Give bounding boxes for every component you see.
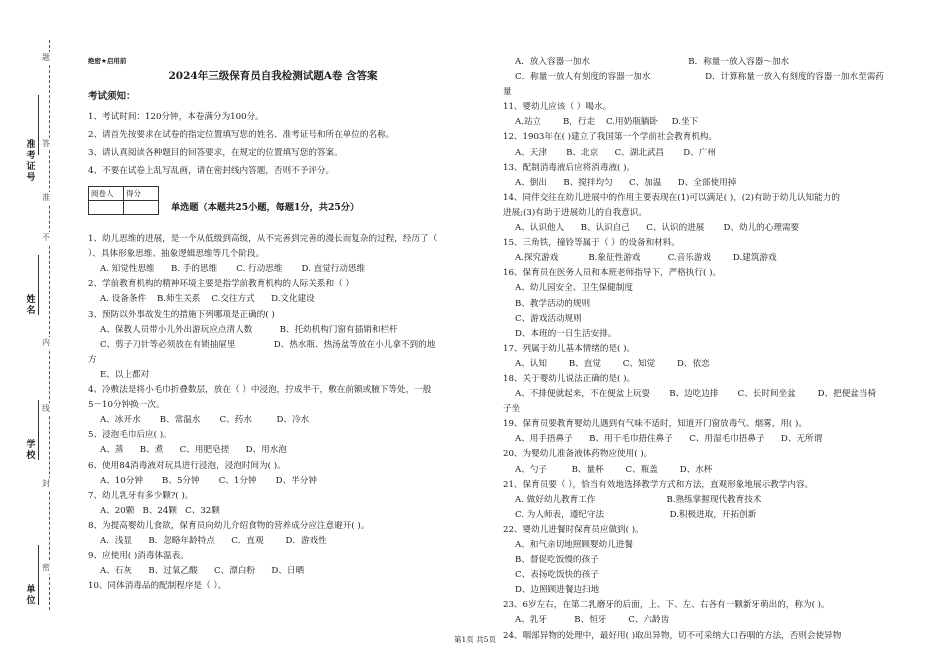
answer-options: A、冰开水 B、常温水 C、药水 D、冷水	[100, 415, 310, 426]
notice-item: 1、考试时间：120分钟，本卷满分为100分。	[88, 112, 264, 122]
seal-mark: 线	[42, 404, 50, 413]
answer-options: A、蒸 B、煮 C、用肥皂搓 D、用水泡	[100, 445, 287, 456]
question-text: 18、关于婴幼儿说法正确的是( )。	[503, 373, 636, 384]
score-row	[88, 186, 488, 215]
school-label: 学校	[26, 440, 36, 461]
score-header: 得分	[124, 187, 159, 201]
answer-options: A、10分钟 B、5分钟 C、1分钟 D、半分钟	[100, 475, 317, 486]
question-text: 6、使用84消毒液对玩具进行浸泡，浸泡时间为( )。	[88, 460, 286, 471]
question-text: 22、婴幼儿进餐时保育员应做到( )。	[503, 524, 644, 535]
question-text: 24、咽部异物的处理中，最好用( )取出异物，切不可采纳大口吞咽的方法，否则会使异物	[503, 630, 842, 641]
answer-options: A、和气亲切地照顾婴幼儿进餐	[515, 540, 633, 550]
secret-mark: 绝密★启用前	[88, 57, 127, 65]
answer-options: A. 知觉性思维 B. 手的思维 C. 行动思维 D. 直觉行动思维	[100, 264, 366, 275]
answer-options: A. 做好幼儿教育工作 B.熟练掌握现代教育技术	[515, 494, 762, 505]
answer-options: C、游戏活动规则	[515, 313, 582, 324]
answer-options: A、倒出 B、搅拌均匀 C、加温 D、全部使用掉	[515, 177, 737, 188]
question-text: 12、1903年在( )建立了我国第一个学前社会教育机构。	[503, 132, 718, 143]
seal-mark: 答	[42, 139, 50, 148]
seal-mark: 不	[42, 233, 50, 242]
answer-options: C、剪子刀针等必须放在有锁抽屉里 D、热水瓶、热汤盆等放在小儿拿不到的地	[100, 339, 436, 350]
exam-number-field[interactable]	[38, 95, 39, 155]
answer-options: A.探究游戏 B.象征性游戏 C.音乐游戏 D.建筑游戏	[515, 253, 777, 264]
answer-options: A、幼儿园安全、卫生保健制度	[515, 283, 633, 294]
question-text: 9、应使用( )消毒体温表。	[88, 551, 189, 562]
unit-label: 单位	[26, 585, 36, 606]
answer-options: A、乳牙 B、恒牙 C、六龄齿	[515, 615, 670, 626]
seal-mark: 准	[42, 193, 50, 202]
question-text: 23、6岁左右，在第二乳磨牙的后面，上、下、左、右各有一颗新牙萌出的，称为( )。	[503, 600, 830, 611]
question-text: 7、幼儿乳牙有多少颗?( )。	[88, 490, 194, 501]
exam-number-label: 准考证号	[26, 140, 36, 183]
reviewer-header: 阅卷人	[89, 187, 124, 201]
question-text: 方	[88, 354, 97, 365]
question-text: 17、列属于幼儿基本情绪的是( )。	[503, 343, 636, 354]
question-list-right	[503, 55, 908, 644]
school-field[interactable]	[38, 400, 39, 460]
answer-options: A. 设备条件 B.师生关系 C.交往方式 D.文化建设	[100, 294, 315, 305]
notice-item: 2、请首先按要求在试卷的指定位置填写您的姓名、准考证号和所在单位的名称。	[88, 130, 395, 140]
question-text: 子坐	[503, 404, 521, 415]
question-text: 5、浸泡毛巾后应( )。	[88, 430, 172, 441]
answer-options: A．浅显 B．忽略年龄特点 C．直观 D．游戏性	[100, 535, 327, 546]
answer-options: A、20颗 B、24颗 C、32颗	[100, 505, 220, 516]
question-text: 19、保育员要教育婴幼儿遇到有气味不适时，知道开门窗放毒气、烟雾，用( )。	[503, 419, 807, 430]
seal-mark: 题	[42, 53, 50, 62]
question-text: 13、配制消毒液后应将消毒液( )。	[503, 162, 636, 173]
answer-options: A、认识他人 B、认识自己 C、认识的进展 D、幼儿的心理需要	[515, 223, 800, 234]
question-text: 2、学前教育机构的精神环境主要是指学前教育机构的人际关系和（ ）	[88, 279, 355, 290]
exam-notice	[88, 89, 488, 180]
left-column	[88, 55, 488, 594]
seal-line	[49, 40, 50, 610]
question-text: 8、为提高婴幼儿食欲，保育员向幼儿介绍食物的营养成分应注意避开( )。	[88, 520, 370, 531]
answer-options: A、保教人员带小儿外出游玩应点清人数 B、托幼机构门窗有插销和栏杆	[100, 324, 398, 335]
name-label: 姓名	[26, 295, 36, 316]
unit-field[interactable]	[38, 545, 39, 605]
binding-margin	[0, 0, 68, 671]
answer-options: B、教学活动的规则	[515, 298, 591, 309]
score-cell[interactable]	[124, 201, 159, 215]
score-table	[88, 186, 159, 215]
answer-options: D、本班的一日生活安排。	[515, 328, 617, 339]
question-text: 量	[503, 87, 512, 98]
question-text: 15、三角铁，撞铃等属于（ ）的设备和材料。	[503, 238, 680, 249]
seal-mark: 封	[42, 479, 50, 488]
question-text: 10、同体消毒品的配制程序是（ ）。	[88, 581, 227, 592]
answer-options: D、边照顾进餐边扫地	[515, 585, 600, 596]
question-text: 1、幼儿思维的进展，是一个从低级到高级，从不完善到完善的漫长而复杂的过程，经历了（	[88, 234, 438, 245]
name-field[interactable]	[38, 255, 39, 315]
seal-mark: 内	[42, 338, 50, 347]
question-text: 20、为婴幼儿准备液体药物应使用( )。	[503, 449, 653, 460]
question-text: 21、保育员要（ ），恰当有效地选择教学方式和方法，直观形象地展示教学内容。	[503, 479, 814, 490]
question-text: 3、预防以外事故发生的措施下列哪项是正确的( )	[88, 309, 275, 320]
question-text: 11、婴幼儿应该（ ）喝水。	[503, 102, 612, 113]
question-text: 4、冷敷法是将小毛巾折叠数层，放在（ ）中浸泡，拧成半干，敷在前额或腋下等处，一般	[88, 385, 432, 396]
answer-options: A、认知 B、直觉 C、知觉 D、依恋	[515, 358, 710, 369]
question-list-left	[88, 232, 488, 594]
answer-options: C、表扬吃饭快的孩子	[515, 570, 599, 581]
answer-options: A、勺子 B、量杯 C、瓶盖 D、水杯	[515, 464, 713, 475]
answer-options: C．称量一放人有刻度的容器一加水 D．计算称量一放入有刻度的容器一加水至需药	[515, 72, 884, 83]
question-text: ）、具体形象思维、抽象逻辑思维等几个阶段。	[88, 249, 265, 260]
question-text: 14、同伴交往在幼儿进展中的作用主要表现在(1)可以满足( )，(2)有助于幼儿认知能力的	[503, 192, 840, 203]
notice-heading: 考试须知：	[88, 91, 136, 102]
reviewer-cell[interactable]	[89, 201, 124, 215]
page-title: 2024年三级保育员自我检测试题A卷 含答案	[168, 70, 378, 82]
question-text: 16、保育员在医务人员和本班老师指导下，严格执行( )。	[503, 268, 722, 279]
answer-options: A、用手捂鼻子 B、用干毛巾捂住鼻子 C、用湿毛巾捂鼻子 D、无所谓	[515, 434, 823, 445]
answer-options: A、天津 B、北京 C、湖北武昌 D、广州	[515, 147, 716, 158]
notice-item: 4、不要在试卷上乱写乱画，请在密封线内答题，否则不予评分。	[88, 166, 335, 176]
answer-options: A、石灰 B、过氧乙酸 C、漂白粉 D、日晒	[100, 566, 305, 577]
answer-options: E、以上都对	[100, 369, 150, 380]
page-footer: 第1页 共5页	[454, 635, 496, 644]
answer-options: A.站立 B，行走 C.用奶瓶躺卧 D.坐下	[515, 117, 699, 128]
question-text: 5－10分钟换一次。	[88, 400, 165, 411]
right-column	[503, 55, 908, 644]
answer-options: B、督促吃饭慢的孩子	[515, 555, 599, 566]
answer-options: A．放入容器一加水 B．称量一放入容器～加水	[515, 57, 790, 67]
answer-options: C. 为人师表，遵纪守法 D.积极进取，开拓创新	[515, 509, 757, 520]
answer-options: A、不排便就起来，不在便盆上玩耍 B、边吃边排 C、长时间坐盆 D、把便盆当椅	[515, 389, 877, 400]
notice-item: 3、请认真阅读各种题目的回答要求，在规定的位置填写您的答案。	[88, 148, 343, 158]
question-text: 进展;(3)有助于进展幼儿的自我意识。	[503, 207, 647, 218]
seal-mark: 密	[42, 563, 50, 572]
section-heading: 单选题（本题共25小题，每题1分，共25分）	[171, 202, 360, 213]
